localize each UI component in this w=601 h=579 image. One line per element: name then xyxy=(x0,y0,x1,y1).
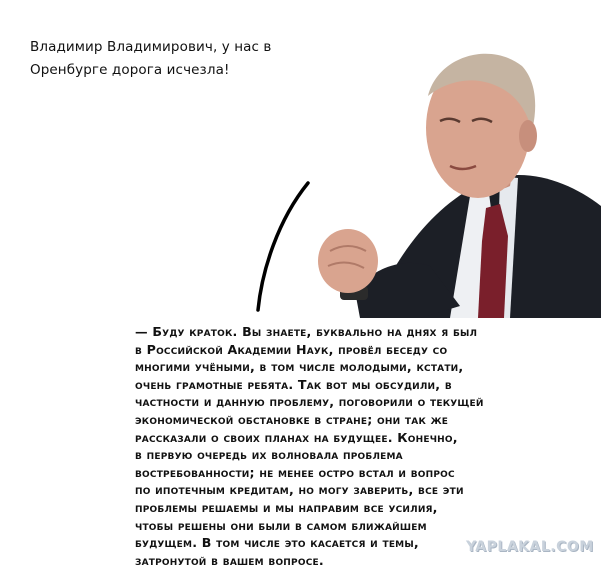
speaker-photo xyxy=(300,36,601,318)
answer-line-14: затронутой в вашем вопросе. xyxy=(135,552,324,568)
answer-line-10: по ипотечным кредитам, но могу заверить, все эти xyxy=(135,482,464,498)
answer-line-4: очень грамотные ребята. Так вот мы обсудили, в xyxy=(135,376,452,392)
answer-text xyxy=(135,323,575,569)
answer-line-7: рассказали о своих планах на будущее. Конечно, xyxy=(135,429,458,445)
answer-line-12: чтобы решены они были в самом ближайшем xyxy=(135,517,427,533)
fist xyxy=(318,229,378,293)
question-line-1: Владимир Владимирович, у нас в xyxy=(30,39,272,55)
question-text xyxy=(30,36,300,82)
answer-line-3: многими учёными, в том числе молодыми, кстати, xyxy=(135,359,464,375)
answer-line-8: в первую очередь их волновала проблема xyxy=(135,447,403,463)
answer-line-1: — Буду краток. Вы знаете, буквально на днях я был xyxy=(135,324,478,339)
answer-line-2: в Российской Академии Наук, провёл беседу со xyxy=(135,341,448,357)
answer-line-13: будущем. В том числе это касается и темы, xyxy=(135,535,419,551)
answer-line-9: востребованности; не менее остро встал и вопрос xyxy=(135,464,455,480)
answer-line-11: проблемы решаемы и мы направим все усилия, xyxy=(135,499,438,515)
answer-line-5: частности и данную проблему, поговорили о текущей xyxy=(135,394,484,410)
answer-line-6: экономической обстановке в стране; они так же xyxy=(135,411,449,427)
question-line-2: Оренбурге дорога исчезла! xyxy=(30,62,230,78)
site-watermark: YAPLAKAL.COM xyxy=(466,539,594,555)
